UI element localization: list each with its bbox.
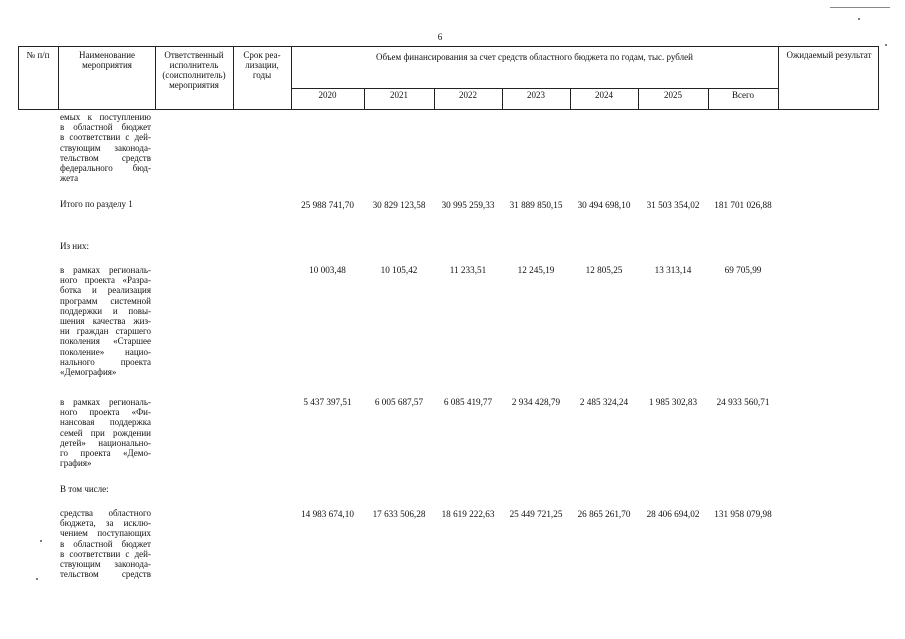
header-divider bbox=[155, 46, 156, 110]
row-text-line: поддержки и повы- bbox=[60, 305, 151, 316]
row-text-line: ствующим законода- bbox=[60, 559, 151, 569]
row-text-line: нального проекта bbox=[60, 356, 151, 367]
header-year-2020: 2020 bbox=[318, 90, 337, 100]
value-2025: 31 503 354,02 bbox=[646, 200, 700, 210]
row-text-line: в соответствии с дей- bbox=[60, 132, 151, 143]
value-2022: 11 233,51 bbox=[449, 265, 487, 275]
row-text-line: средства областного bbox=[60, 508, 151, 518]
value-2021: 10 105,42 bbox=[380, 265, 418, 275]
row-text-line: шения качества жиз- bbox=[60, 316, 151, 326]
value-2021: 17 633 506,28 bbox=[372, 509, 426, 519]
row-text-line: ни граждан старшего bbox=[60, 326, 151, 337]
row-text-line: тельством средств bbox=[60, 152, 151, 163]
row-text-line: го проекта «Демо- bbox=[60, 448, 151, 458]
row-text-line: в рамках региональ- bbox=[60, 397, 151, 407]
row-text-line: Итого по разделу 1 bbox=[60, 199, 133, 209]
header-year-2023: 2023 bbox=[527, 90, 545, 100]
row-text-line: чением поступающих bbox=[60, 528, 151, 539]
row-text-line: ботка и реализация bbox=[60, 285, 151, 296]
row-text-line: федерального бюд- bbox=[60, 163, 151, 173]
value-2020: 14 983 674,10 bbox=[301, 509, 354, 519]
header-year-2024: 2024 bbox=[595, 90, 613, 100]
row-text-line: поколение» нацио- bbox=[60, 346, 151, 357]
row-text-line: Из них: bbox=[60, 241, 89, 251]
value-2022: 6 085 419,77 bbox=[443, 397, 493, 407]
row-text-line: семей при рождении bbox=[60, 427, 151, 438]
value-2025: 13 313,14 bbox=[654, 265, 692, 275]
value-2024: 12 805,25 bbox=[585, 265, 623, 275]
header-col-result: Ожидаемый результат bbox=[786, 50, 872, 60]
header-year-2022: 2022 bbox=[459, 90, 477, 100]
scan-speck bbox=[40, 540, 42, 542]
row-text-line: ного проекта «Разра- bbox=[60, 275, 151, 286]
value-2020: 25 988 741,70 bbox=[301, 200, 354, 210]
header-divider bbox=[233, 46, 234, 110]
value-2021: 6 005 687,57 bbox=[374, 397, 424, 407]
value-2020: 10 003,48 bbox=[309, 265, 346, 275]
header-col-financing: Объем финансирования за счет средств областного бюджета по годам, тыс. рублей bbox=[376, 52, 693, 62]
value-total: 69 705,99 bbox=[724, 265, 762, 275]
row-text-line: детей» национально- bbox=[60, 437, 151, 448]
header-divider bbox=[878, 46, 879, 110]
value-total: 131 958 079,98 bbox=[714, 509, 772, 519]
row-text-line: тельством средств bbox=[60, 569, 151, 580]
row-text-line: «Демография» bbox=[60, 367, 117, 377]
page-number: 6 bbox=[437, 32, 443, 42]
value-2024: 26 865 261,70 bbox=[577, 509, 631, 519]
row-text-line: графия» bbox=[60, 458, 92, 469]
header-year-2025: 2025 bbox=[664, 90, 682, 100]
row-text-line: жета bbox=[60, 173, 79, 184]
header-total: Всего bbox=[731, 90, 755, 100]
row-text-line: бюджета, за исклю- bbox=[60, 518, 151, 529]
row-text-line: программ системной bbox=[60, 295, 151, 306]
row-text-line: В том числе: bbox=[60, 484, 109, 494]
value-2025: 1 985 302,83 bbox=[648, 397, 698, 407]
header-bottom-border bbox=[18, 109, 879, 110]
value-2024: 2 485 324,24 bbox=[579, 397, 629, 407]
header-col-responsible: Ответственный исполнитель (соисполнитель) мероприятия bbox=[162, 50, 226, 90]
value-2023: 12 245,19 bbox=[517, 265, 555, 275]
header-col-name: Наименование мероприятия bbox=[78, 50, 136, 70]
row-text-line: в рамках региональ- bbox=[60, 265, 151, 275]
value-2022: 30 995 259,33 bbox=[441, 200, 495, 210]
row-text-line: емых к поступлению bbox=[60, 112, 151, 122]
header-col-number: № п/п bbox=[26, 50, 50, 60]
value-2021: 30 829 123,58 bbox=[372, 200, 426, 210]
value-2023: 2 934 428,79 bbox=[511, 397, 561, 407]
value-2020: 5 437 397,51 bbox=[303, 397, 352, 407]
value-2025: 28 406 694,02 bbox=[646, 509, 700, 519]
row-text-line: в соответствии с дей- bbox=[60, 548, 151, 559]
scan-speck bbox=[885, 44, 887, 46]
header-year-2021: 2021 bbox=[390, 90, 408, 100]
value-2024: 30 494 698,10 bbox=[577, 200, 631, 210]
value-2022: 18 619 222,63 bbox=[441, 509, 495, 519]
header-col-term: Срок реа-лизации, годы bbox=[243, 50, 281, 80]
value-total: 24 933 560,71 bbox=[716, 397, 770, 407]
header-divider bbox=[778, 46, 779, 110]
scan-speck bbox=[858, 18, 860, 20]
row-text-line: ного проекта «Фи- bbox=[60, 407, 151, 418]
row-text-line: в областной бюджет bbox=[60, 122, 151, 133]
value-2023: 25 449 721,25 bbox=[509, 509, 563, 519]
row-text-line: поколения «Старшее bbox=[60, 336, 151, 347]
row-text-line: в областной бюджет bbox=[60, 538, 151, 549]
header-top-border bbox=[18, 46, 879, 47]
header-divider bbox=[58, 46, 59, 110]
corner-mark-top bbox=[830, 7, 890, 8]
scan-speck bbox=[36, 578, 38, 580]
row-text-line: ствующим законода- bbox=[60, 142, 151, 153]
value-total: 181 701 026,88 bbox=[714, 200, 772, 210]
value-2023: 31 889 850,15 bbox=[509, 200, 563, 210]
row-text-line: нансовая поддержка bbox=[60, 417, 151, 428]
